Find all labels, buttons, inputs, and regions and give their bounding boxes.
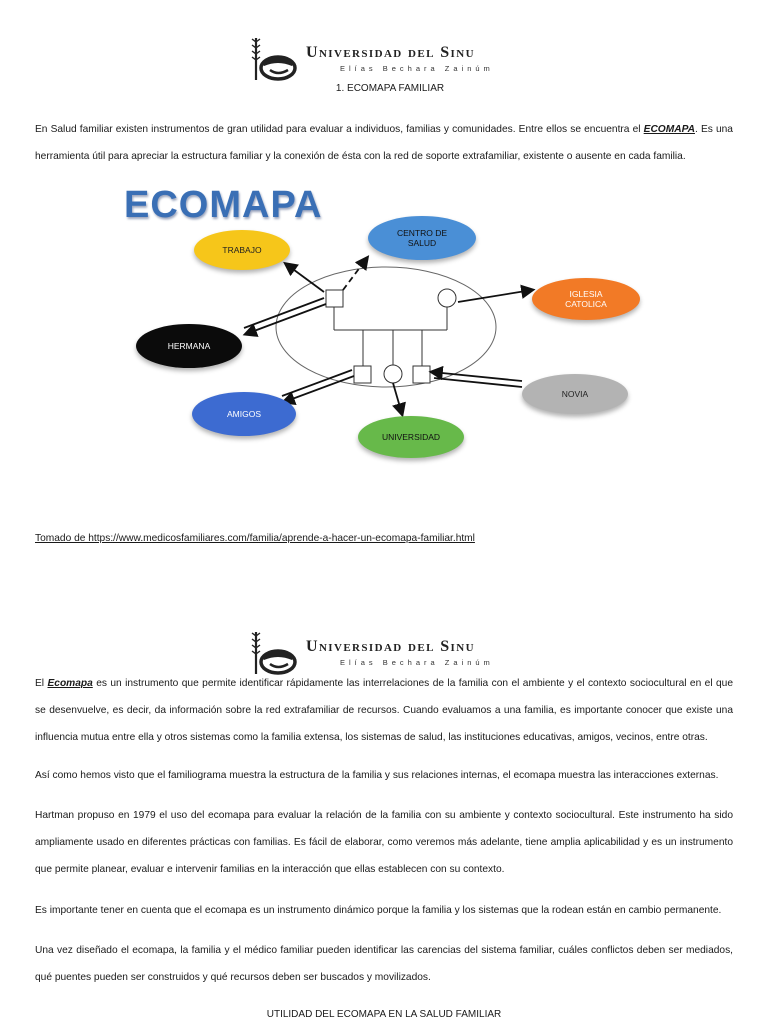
node-universidad-label: UNIVERSIDAD xyxy=(381,432,441,442)
paragraph-diseno: Una vez diseñado el ecomapa, la familia y el médico familiar pueden identificar las carencias del sistema familiar, cuáles conflictos deben ser mediados, qué puentes pueden ser construidos y qué recursos deben ser buscados y movilizados. xyxy=(35,945,733,983)
university-name-2: Universidad del Sinu xyxy=(306,638,475,655)
node-novia xyxy=(522,374,628,414)
ecomapa-title: ECOMAPA xyxy=(124,184,323,226)
paragraph-ecomapa-definition xyxy=(35,670,733,751)
paragraph-familiograma: Así como hemos visto que el familiograma muestra la estructura de la familia y sus relaciones internas, el ecomapa muestra las interacciones externas. xyxy=(35,770,719,781)
intro-paragraph xyxy=(35,116,733,170)
intro-text-b: . Es una herramienta útil para apreciar la estructura familiar y la conexión de ésta con la red de soporte extrafamiliar, existente o ausente en cada familia. xyxy=(35,124,733,162)
node-iglesia-label-2: CATOLICA xyxy=(565,299,607,309)
child-square-right xyxy=(413,366,430,383)
node-amigos-label: AMIGOS xyxy=(226,409,261,419)
node-amigos xyxy=(192,392,296,436)
section-heading-ecomapa: 1. ECOMAPA FAMILIAR xyxy=(335,83,445,94)
child-square-left xyxy=(354,366,371,383)
node-novia-label: NOVIA xyxy=(561,389,589,399)
university-tagline: Elías Bechara Zainúm xyxy=(340,64,494,73)
child-circle xyxy=(384,365,402,383)
paragraph-hartman: Hartman propuso en 1979 el uso del ecomapa para evaluar la relación de la familia con su ambiente y contexto sociocultural. Este instrumento ha sido ampliamente usado en diferentes prácticas con familias. Es fácil de elaborar, como veremos más adelante, tiene amplia aplicabilidad y es un instrumento que permite planear, evaluar e intervenir familias en la interacción que ellas establecen con su contexto. xyxy=(35,810,733,875)
source-link[interactable]: Tomado de https://www.medicosfamiliares.com/familia/aprende-a-hacer-un-ecomapa-familiar.html xyxy=(35,533,475,544)
node-iglesia-catolica xyxy=(532,278,640,320)
father-square xyxy=(326,290,343,307)
intro-ecomapa-emphasis: ECOMAPA xyxy=(643,124,695,135)
intro-text-a: En Salud familiar existen instrumentos de gran utilidad para evaluar a individuos, familias y comunidades. Entre ellos se encuentra el xyxy=(35,124,644,135)
section-heading-utilidad: UTILIDAD DEL ECOMAPA EN LA SALUD FAMILIAR xyxy=(266,1009,502,1020)
mother-circle xyxy=(438,289,456,307)
ecomapa-diagram xyxy=(110,182,650,482)
paragraph-dinamico: Es importante tener en cuenta que el ecomapa es un instrumento dinámico porque la familia y los sistemas que la rodean están en cambio permanente. xyxy=(35,905,722,916)
node-iglesia-label-1: IGLESIA xyxy=(569,289,603,299)
p1-prefix: El xyxy=(35,678,48,689)
university-name: Universidad del Sinu xyxy=(306,44,475,61)
university-logo xyxy=(248,34,528,84)
node-trabajo xyxy=(194,230,290,270)
p1-ecomapa-emphasis: Ecomapa xyxy=(47,678,93,689)
node-trabajo-label: TRABAJO xyxy=(222,245,262,255)
node-centro-salud-label-1: CENTRO DE xyxy=(396,228,448,238)
node-centro-salud-label-2: SALUD xyxy=(407,238,437,248)
p1-text: es un instrumento que permite identificar rápidamente las interrelaciones de la familia con el ambiente y el contexto sociocultural en el que se desenvuelve, es decir, da información sobre la red extrafamiliar de recursos. Cuando evaluamos a una familia, es importante conocer que existe una influencia mutua entre ella y otros sistemas como la familia extensa, los sistemas de salud, las instituciones educativas, amigos, vecinos, entre otras. xyxy=(35,678,734,743)
university-tagline-2: Elías Bechara Zainúm xyxy=(340,658,494,667)
node-universidad xyxy=(358,416,464,458)
node-hermana xyxy=(136,324,242,368)
node-hermana-label: HERMANA xyxy=(167,341,211,351)
node-centro-salud xyxy=(368,216,476,260)
university-crest-icon xyxy=(248,34,300,84)
